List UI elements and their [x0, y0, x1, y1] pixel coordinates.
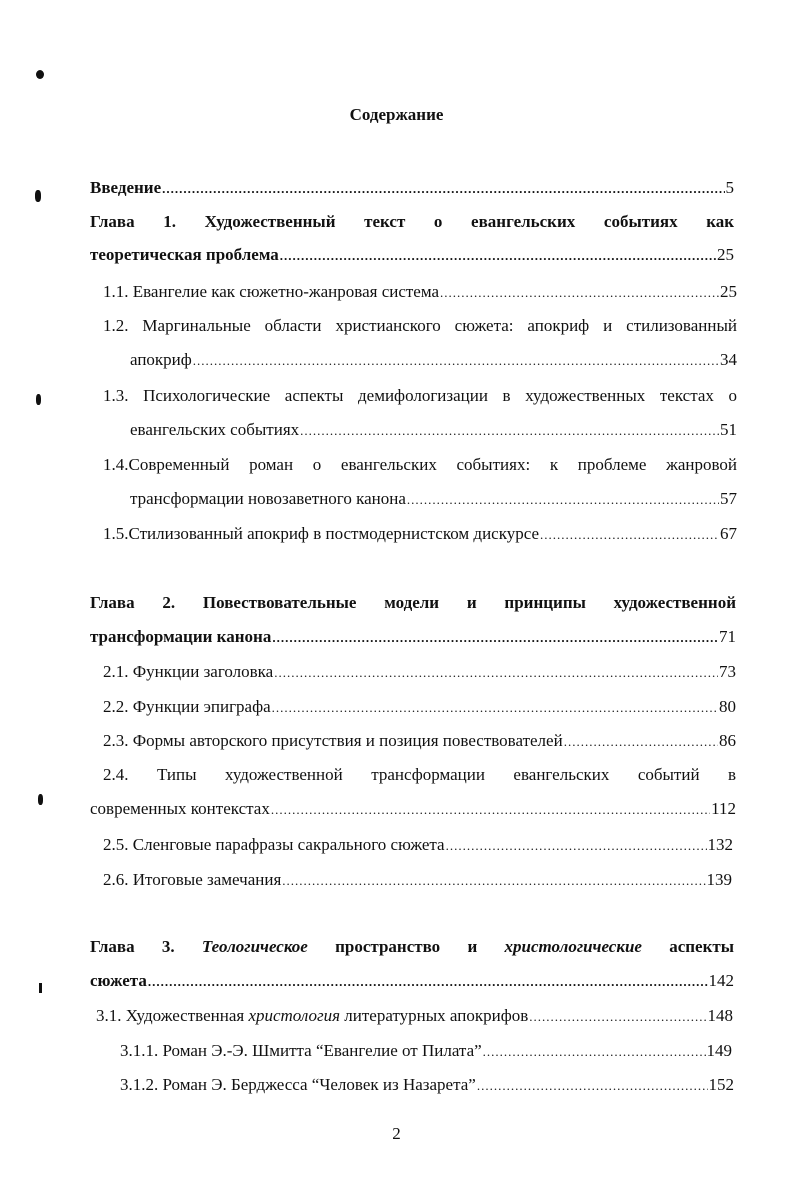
toc-entry-3-1-1[interactable]: [120, 1041, 732, 1061]
toc-label: 1.4.Современный роман о евангельских событиях: к проблеме жанровой: [103, 455, 737, 474]
toc-label: 2.6. Итоговые замечания: [103, 870, 282, 889]
toc-leader-dots: [272, 628, 718, 648]
toc-leader-dots: [483, 1042, 706, 1062]
toc-page: 73: [719, 662, 736, 681]
toc-label: 1.2. Маргинальные области христианского сюжета: апокриф и стилизованный: [103, 316, 737, 335]
toc-label: 3.1. Художественная христология литературных апокрифов: [96, 1006, 529, 1025]
toc-page: 142: [708, 971, 734, 990]
toc-label: сюжета: [90, 971, 147, 990]
toc-leader-dots: [282, 871, 705, 891]
toc-page: 71: [719, 627, 736, 646]
toc-label: 2.4. Типы художественной трансформации евангельских событий в: [103, 765, 737, 784]
toc-entry-intro[interactable]: [90, 178, 734, 198]
toc-label: 3.1.2. Роман Э. Берджесса “Человек из Назарета”: [120, 1075, 476, 1094]
toc-entry-chapter-3[interactable]: [90, 937, 734, 991]
toc-label: трансформации канона: [90, 627, 272, 646]
toc-entry-3-1-2[interactable]: [120, 1075, 734, 1095]
toc-page: 80: [719, 697, 736, 716]
scan-mark: [36, 70, 44, 79]
toc-entry-2-3[interactable]: [103, 731, 736, 751]
toc-label: апокриф: [130, 350, 192, 369]
toc-label: 3.1.1. Роман Э.-Э. Шмитта “Евангелие от Пилата”: [120, 1041, 482, 1060]
toc-leader-dots: [280, 246, 716, 266]
toc-leader-dots: [540, 525, 719, 545]
toc-page: 67: [720, 524, 737, 543]
toc-leader-dots: [407, 490, 719, 510]
toc-page: 34: [720, 350, 737, 369]
toc-entry-2-5[interactable]: [103, 835, 733, 855]
toc-page: 25: [717, 245, 734, 264]
toc-leader-dots: [193, 351, 719, 371]
toc-page: 57: [720, 489, 737, 508]
scan-mark: [38, 794, 43, 805]
page-title: Содержание: [349, 105, 444, 124]
toc-label: Введение: [90, 178, 162, 197]
toc-leader-dots: [446, 836, 707, 856]
toc-label: современных контекстах: [90, 799, 270, 818]
toc-entry-1-1[interactable]: [103, 282, 737, 302]
toc-label: 2.2. Функции эпиграфа: [103, 697, 271, 716]
toc-leader-dots: [271, 800, 710, 820]
toc-label: евангельских событиях: [130, 420, 300, 439]
toc-page: 112: [711, 799, 736, 818]
chapter-heading-line: Глава 3. Теологическое пространство и христологические аспекты: [90, 937, 735, 956]
toc-label: 2.3. Формы авторского присутствия и позиция повествователей: [103, 731, 563, 750]
chapter-heading-line: Глава 2. Повествовательные модели и принципы художественной: [90, 593, 736, 612]
toc-label: 2.1. Функции заголовка: [103, 662, 274, 681]
toc-page: 132: [707, 835, 733, 854]
toc-page: 148: [707, 1006, 733, 1025]
scan-mark: [35, 190, 41, 202]
toc-leader-dots: [440, 283, 719, 303]
toc-label: 1.1. Евангелие как сюжетно-жанровая система: [103, 282, 440, 301]
toc-entry-chapter-2[interactable]: [90, 593, 736, 647]
toc-leader-dots: [300, 421, 719, 441]
toc-entry-2-6[interactable]: [103, 870, 732, 890]
scan-mark: [39, 983, 42, 993]
toc-leader-dots: [274, 663, 718, 683]
toc-label: трансформации новозаветного канона: [130, 489, 406, 508]
toc-entry-1-2[interactable]: [103, 316, 737, 370]
toc-leader-dots: [477, 1076, 708, 1096]
toc-page: 86: [719, 731, 736, 750]
toc-entry-2-1[interactable]: [103, 662, 736, 682]
toc-entry-1-3[interactable]: [103, 386, 737, 440]
toc-label: 2.5. Сленговые парафразы сакрального сюжета: [103, 835, 445, 854]
toc-entry-1-4[interactable]: [103, 455, 737, 509]
toc-page: 152: [708, 1075, 734, 1094]
toc-entry-3-1[interactable]: [96, 1006, 733, 1026]
toc-leader-dots: [162, 179, 724, 199]
page-number: 2: [392, 1124, 401, 1143]
toc-page: 149: [706, 1041, 732, 1060]
toc-label: теоретическая проблема: [90, 245, 279, 264]
toc-page: 5: [725, 178, 734, 197]
toc-entry-2-4[interactable]: [90, 765, 736, 819]
scan-mark: [36, 394, 41, 405]
toc-label: 1.5.Стилизованный апокриф в постмодернистском дискурсе: [103, 524, 540, 543]
toc-entry-chapter-1[interactable]: [90, 212, 734, 265]
toc-leader-dots: [529, 1007, 706, 1027]
toc-leader-dots: [564, 732, 718, 752]
toc-page: 25: [720, 282, 737, 301]
toc-entry-1-5[interactable]: [103, 524, 737, 544]
toc-leader-dots: [148, 972, 708, 992]
toc-leader-dots: [272, 698, 718, 718]
toc-entry-2-2[interactable]: [103, 697, 736, 717]
toc-page: 139: [706, 870, 732, 889]
chapter-heading-line: Глава 1. Художественный текст о евангельских событиях как: [90, 212, 735, 231]
toc-label: 1.3. Психологические аспекты демифологизации в художественных текстах о: [103, 386, 737, 405]
toc-page: 51: [720, 420, 737, 439]
